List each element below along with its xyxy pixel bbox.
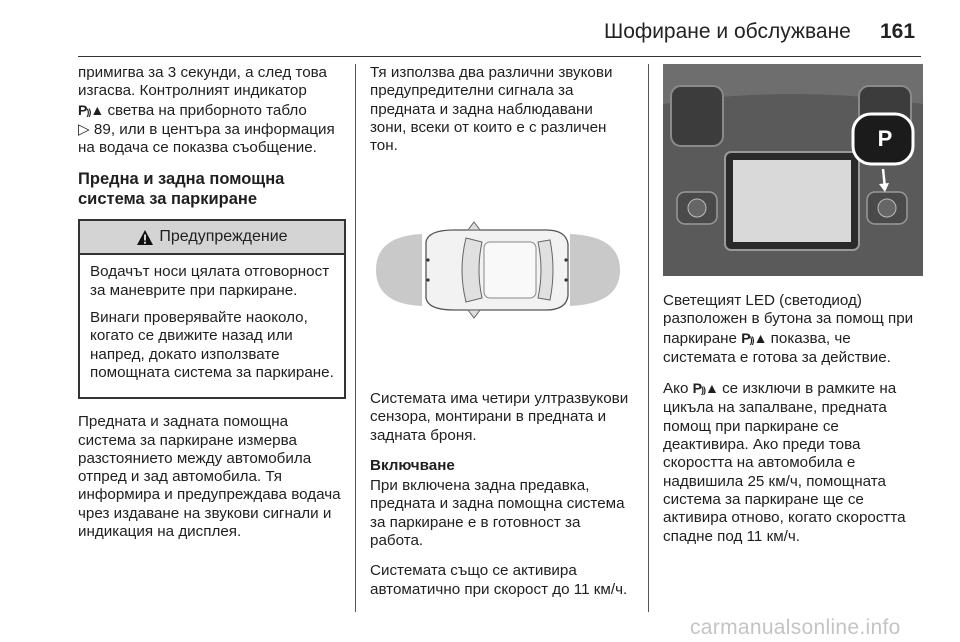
column-1	[78, 64, 346, 553]
intro-line-3-text: светва на приборното табло	[107, 101, 307, 119]
deactivation-paragraph-start: Ако	[663, 380, 689, 398]
activation-paragraph-2: Системата също се активира автоматично при скорост до 11 км/ч.	[370, 562, 628, 598]
intro-line-3	[78, 101, 346, 121]
column-divider-1	[355, 64, 356, 612]
body-paragraph: Предната и задната помощна система за паркиране измерва разстоянието между автомобила отпред и зад автомобила. Тя информира и предупреждава водача чрез издаване на звукови сигнали и индикация на дисплея.	[78, 413, 341, 541]
intro-paragraph-2: Тя използва два различни звукови предупредителни сигнала за предната и задна наблюдавани зони, всеки от които е с различен тон.	[370, 64, 613, 155]
column-3-text	[663, 292, 923, 558]
warning-paragraph-2: Винаги проверявайте наоколо, когато се движите назад или напред, докато използвате помощната система за паркиране.	[90, 309, 334, 381]
warning-paragraph-1: Водачът носи цялата отговорност за маневрите при паркиране.	[90, 263, 330, 299]
page-reference-text: 89, или в центъра за информация	[93, 120, 335, 138]
sensor-zones-diagram	[370, 164, 632, 374]
warning-header	[80, 221, 344, 255]
page-reference-icon: ▷	[78, 120, 90, 138]
header-rule	[78, 56, 921, 57]
warning-triangle-icon	[136, 229, 154, 246]
intro-paragraph	[78, 64, 346, 157]
column-2-lower	[370, 390, 632, 611]
led-paragraph-start: Светещият LED (светодиод) разположен в бутона за помощ при паркиране	[663, 292, 914, 347]
section-title-line-2: система за паркиране	[78, 190, 258, 209]
page-number: 161	[880, 20, 916, 43]
warning-body	[80, 255, 344, 397]
led-paragraph	[663, 292, 923, 367]
footer-watermark: carmanualsonline.info	[690, 616, 901, 639]
intro-line-4	[78, 121, 346, 139]
intro-line-1: примигва за 3 секунди, а след това	[78, 64, 327, 81]
warning-box	[78, 219, 346, 399]
column-divider-2	[648, 64, 649, 612]
activation-subheading: Включване	[370, 456, 455, 474]
activation-paragraph-1: При включена задна предавка, предната и задна помощна система за паркиране е в готовност за работа.	[370, 477, 625, 550]
warning-title: Предупреждение	[159, 228, 288, 246]
deactivation-paragraph-end: се изключи в рамките на цикъла на запалване, предната помощ при паркиране се деактивира. Ако преди това скоростта на автомобила е надвишила 25 км/ч, помощната система за паркиране ще се активира отново, когато скоростта спадне под 11 км/ч.	[663, 380, 906, 545]
page-header	[0, 0, 960, 52]
parking-button-label: P	[877, 126, 893, 151]
intro-line-2: изгасва. Контролният индикатор	[78, 82, 307, 100]
led-paragraph-end: показва, че системата е готова за действие.	[663, 329, 891, 366]
parking-assist-icon: P))▲	[741, 329, 767, 346]
dashboard-button-figure	[663, 64, 923, 276]
section-title-line-1: Предна и задна помощна	[78, 170, 285, 189]
parking-assist-button[interactable]	[865, 124, 905, 154]
header-title: Шофиране и обслужване	[604, 20, 851, 43]
section-title	[78, 169, 346, 209]
column-2	[370, 64, 632, 167]
sensor-zones-figure	[370, 164, 632, 374]
parking-assist-icon: P))▲	[78, 101, 104, 118]
sensors-paragraph: Системата има четири ултразвукови сензора, монтирани в предната и задната броня.	[370, 390, 629, 444]
deactivation-paragraph	[663, 379, 923, 546]
intro-line-5: на водача се показва съобщение.	[78, 139, 317, 157]
parking-assist-icon: P))▲	[692, 380, 718, 397]
dashboard-illustration	[663, 64, 923, 276]
